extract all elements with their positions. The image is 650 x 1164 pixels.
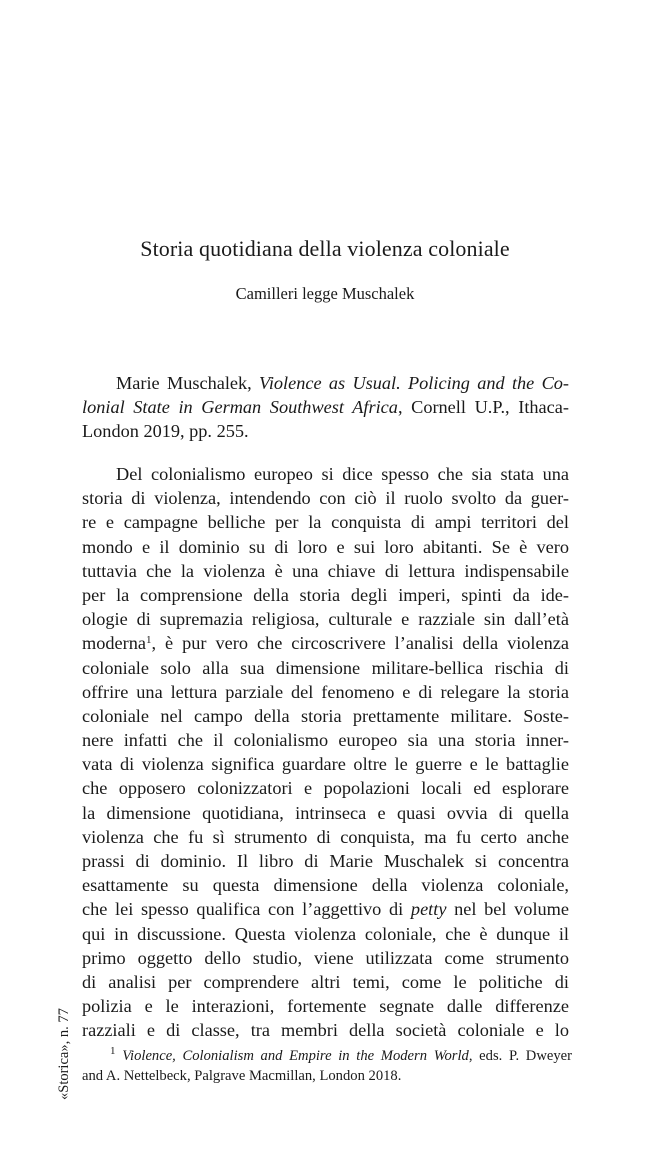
article-title: Storia quotidiana della violenza coloniale (140, 236, 510, 261)
body-text: , è pur vero che circoscrivere l’analisi della violenza (151, 633, 569, 654)
footnote-line-2: and A. Nettelbeck, Palgrave Macmillan, London 2018. (82, 1068, 402, 1084)
body-line: storia di violenza, intendendo con ciò il ruolo svolto da guer- (82, 488, 569, 509)
body-line: offrire una lettura parziale del fenomeno e di relegare la storia (82, 681, 569, 702)
reference-book-title: Violence as Usual. Policing and the Co- (259, 373, 570, 393)
book-reference (82, 371, 569, 444)
body-line: esattamente su questa dimensione della violenza coloniale, (82, 875, 569, 896)
body-line: qui in discussione. Questa violenza coloniale, che è dunque il (82, 923, 569, 944)
running-head: «Storica», n. 77 (56, 1008, 72, 1100)
body-line: vata di violenza significa guardare oltre le guerre e le battaglie (82, 754, 569, 775)
italic-term: petty (410, 899, 447, 920)
body-line: la dimensione quotidiana, intrinseca e quasi ovvia di quella (82, 802, 569, 823)
body-line: coloniale nel campo della storia prettamente militare. Soste- (82, 705, 569, 726)
body-line: tuttavia che la violenza è una chiave di lettura indispensabile (82, 560, 569, 581)
footnote-text: , eds. P. Dweyer (468, 1048, 572, 1064)
body-line (82, 631, 569, 655)
article-subtitle: Camilleri legge Muschalek (235, 284, 415, 303)
reference-author: Marie Muschalek, (116, 373, 260, 393)
body-line: primo oggetto dello studio, viene utilizzata come strumento (82, 947, 569, 968)
footnote-line-1 (82, 1046, 572, 1066)
body-paragraph (82, 462, 569, 1043)
reference-line-3: London 2019, pp. 255. (82, 421, 249, 442)
body-line: nere infatti che il colonialismo europeo sia una storia inner- (82, 730, 569, 751)
body-line: che opposero colonizzatori e popolazioni locali ed esplorare (82, 778, 569, 799)
body-line: re e campagne belliche per la conquista di ampi territori del (82, 512, 569, 533)
body-line: mondo e il dominio su di loro e sui loro abitanti. Se è vero (82, 536, 569, 557)
body-text: che lei spesso qualifica con l’aggettivo di (82, 899, 411, 920)
footnote-title: Violence, Colonialism and Empire in the Modern World (122, 1048, 469, 1064)
body-line: coloniale solo alla sua dimensione militare-bellica rischia di (82, 657, 569, 678)
body-line: polizia e le interazioni, fortemente segnate dalle differenze (82, 996, 569, 1017)
reference-publisher: , Cornell U.P., Ithaca- (397, 397, 569, 418)
footnote-reference-mark[interactable]: 1 (145, 634, 152, 647)
body-line: ologie di supremazia religiosa, culturale e razziale sin dall’età (82, 609, 569, 630)
body-line: prassi di dominio. Il libro di Marie Muschalek si concentra (82, 851, 569, 871)
footnote-mark: 1 (110, 1045, 116, 1057)
body-text: nel bel volume (446, 899, 569, 920)
footnote (82, 1046, 572, 1086)
body-line: razziali e di classe, tra membri della società coloniale e lo (82, 1020, 569, 1041)
body-line: Del colonialismo europeo si dice spesso che sia stata una (116, 464, 569, 484)
body-line: per la comprensione della storia degli imperi, spinti da ide- (82, 584, 569, 605)
body-line: violenza che fu sì strumento di conquista, ma fu certo anche (82, 826, 569, 847)
reference-line-2 (82, 395, 569, 419)
reference-line-1 (82, 371, 569, 395)
body-line (82, 897, 569, 921)
body-line: di analisi per comprendere altri temi, come le politiche di (82, 971, 569, 992)
reference-book-title-cont: lonial State in German Southwest Africa (82, 397, 398, 418)
body-text: moderna (82, 633, 146, 654)
